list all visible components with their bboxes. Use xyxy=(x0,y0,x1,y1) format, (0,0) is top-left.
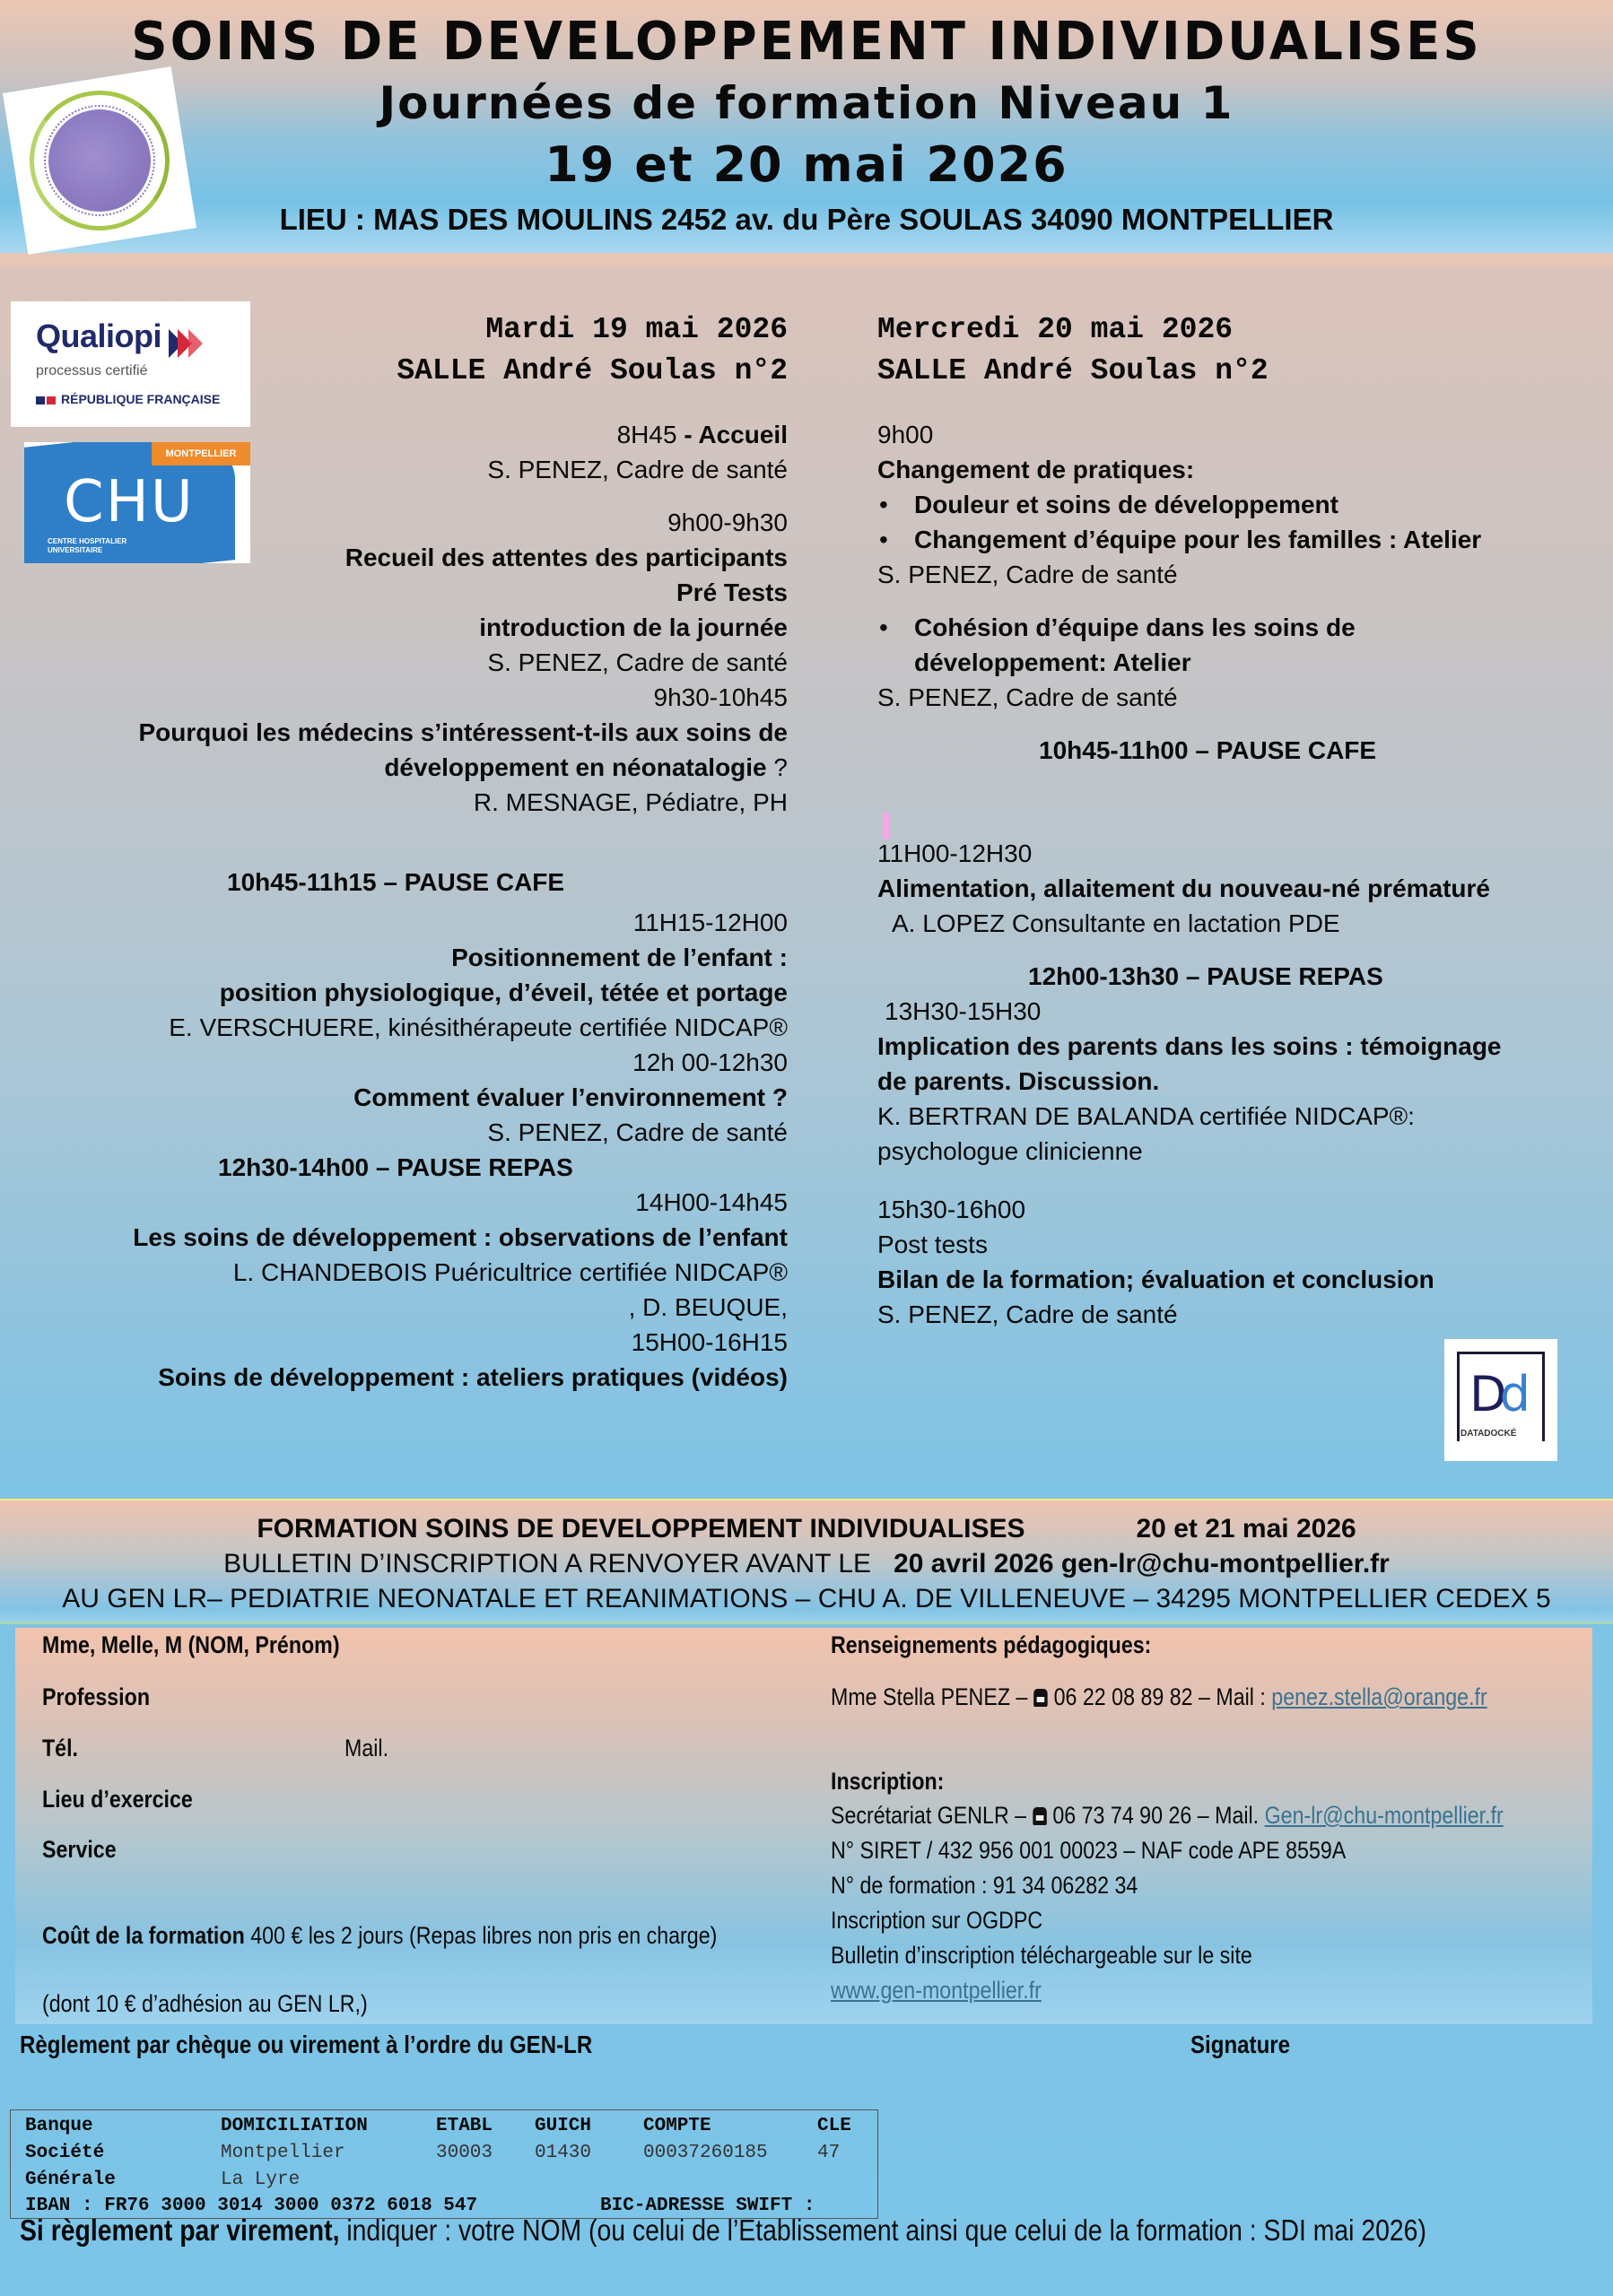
session-title: Les soins de développement : observations de l’enfant xyxy=(133,1223,788,1251)
day1-room: SALLE André Soulas n°2 xyxy=(397,354,788,387)
coffee-break: 10h45-11h15 – PAUSE CAFE xyxy=(227,868,565,896)
session-bullet-cont: développement: Atelier xyxy=(914,648,1191,676)
session-title: Alimentation, allaitement du nouveau-né prématuré xyxy=(877,874,1491,902)
datadock-letter-d: D xyxy=(1469,1366,1500,1422)
session-title xyxy=(54,750,788,785)
bank-details-table xyxy=(10,2109,878,2219)
bulletin-download-note: Bulletin d’inscription téléchargeable sur le site xyxy=(831,1942,1252,1969)
session-speaker: S. PENEZ, Cadre de santé xyxy=(487,648,788,676)
session-title: Changement de pratiques: xyxy=(877,456,1195,483)
tel-field-label[interactable]: Tél. xyxy=(42,1735,79,1761)
bank-header-cell: GUICH xyxy=(535,2116,592,2136)
signature-label[interactable]: Signature xyxy=(1190,2031,1291,2058)
bank-cell: 01430 xyxy=(535,2143,592,2163)
location-label: LIEU xyxy=(279,203,347,236)
bic-label: BIC-ADRESSE SWIFT : xyxy=(600,2196,815,2216)
profession-field-label[interactable]: Profession xyxy=(42,1683,151,1710)
session-title: Soins de développement : ateliers pratiques (vidéos) xyxy=(158,1363,788,1391)
coffee-break: 10h45-11h00 – PAUSE CAFE xyxy=(1039,736,1377,764)
formation-number: N° de formation : 91 34 06282 34 xyxy=(831,1872,1138,1899)
iban: IBAN : FR76 3000 3014 3000 0372 6018 547 xyxy=(25,2196,478,2216)
session-title: Accueil xyxy=(698,421,788,448)
republique-label: RÉPUBLIQUE FRANÇAISE xyxy=(61,391,221,406)
location-address: MAS DES MOULINS 2452 av. du Père SOULAS 34090 MONTPELLIER xyxy=(373,203,1334,236)
bank-cell: 47 xyxy=(817,2143,841,2163)
session-title: introduction de la journée xyxy=(479,613,788,641)
lunch-break: 12h00-13h30 – PAUSE REPAS xyxy=(1028,962,1383,990)
session-title: Pourquoi les médecins s’intéressent-t-ils aux soins de xyxy=(138,718,788,746)
bulletin-deadline-line xyxy=(0,1546,1613,1581)
website-link[interactable]: www.gen-montpellier.fr xyxy=(831,1977,1042,2004)
session-speaker: S. PENEZ, Cadre de santé xyxy=(877,1300,1178,1328)
datadock-label: DATADOCKÉ xyxy=(1460,1429,1517,1439)
bulletin-deadline-prefix: BULLETIN D’INSCRIPTION A RENVOYER AVANT LE xyxy=(223,1549,872,1578)
session-title: Bilan de la formation; évaluation et conclusion xyxy=(877,1265,1434,1293)
qualiopi-caption: processus certifié xyxy=(36,362,148,378)
bank-cell: 30003 xyxy=(436,2143,493,2163)
datadock-letters xyxy=(1469,1366,1523,1422)
bank-cell: Montpellier xyxy=(221,2143,345,2163)
session-title: Implication des parents dans les soins : témoignage xyxy=(877,1032,1502,1060)
session-speaker: psychologue clinicienne xyxy=(877,1137,1143,1165)
day2-room: SALLE André Soulas n°2 xyxy=(877,354,1269,387)
session-time: 14H00-14h45 xyxy=(635,1188,788,1216)
cost-line xyxy=(42,1922,717,1950)
bulletin-title-line xyxy=(0,1500,1613,1546)
pedagogic-phone: 06 22 08 89 82 – Mail : xyxy=(1053,1683,1272,1710)
separator: - xyxy=(676,421,699,448)
phone-icon xyxy=(1033,1689,1047,1707)
session-title: position physiologique, d’éveil, tétée et portage xyxy=(219,978,788,1006)
datadock-letter-small-d: d xyxy=(1499,1366,1523,1422)
phone-icon xyxy=(1033,1807,1046,1825)
session-bullet: • Douleur et soins de développement xyxy=(877,487,1586,522)
session-speaker: S. PENEZ, Cadre de santé xyxy=(487,456,788,483)
day1-session-welcome xyxy=(54,417,788,452)
session-speaker: R. MESNAGE, Pédiatre, PH xyxy=(473,788,788,816)
session-title: Pré Tests xyxy=(676,578,788,606)
session-time: 15H00-16H15 xyxy=(631,1328,788,1356)
session-time: 9h00-9h30 xyxy=(667,509,788,536)
chu-caption-1: CENTRE HOSPITALIER xyxy=(48,537,127,545)
session-time: 11H00-12H30 xyxy=(877,839,1033,867)
bank-header-cell: ETABL xyxy=(436,2116,493,2136)
session-speaker: S. PENEZ, Cadre de santé xyxy=(877,683,1178,711)
datadock-logo xyxy=(1444,1339,1557,1461)
session-bullet: • Changement d’équipe pour les familles : Atelier xyxy=(877,522,1586,557)
bulletin-title: FORMATION SOINS DE DEVELOPPEMENT INDIVIDUALISES xyxy=(257,1514,1025,1544)
registration-form xyxy=(15,1628,1592,2024)
session-speaker: K. BERTRAN DE BALANDA certifiée NIDCAP®: xyxy=(877,1102,1415,1130)
session-speaker: A. LOPEZ Consultante en lactation PDE xyxy=(892,909,1340,937)
bank-cell: 00037260185 xyxy=(643,2143,768,2163)
ogdpc-note: Inscription sur OGDPC xyxy=(831,1907,1043,1934)
pedagogic-email-link[interactable]: penez.stella@orange.fr xyxy=(1271,1683,1487,1710)
session-title: de parents. Discussion. xyxy=(877,1067,1160,1095)
transfer-instructions-text: indiquer : votre NOM (ou celui de l’Etablissement ainsi que celui de la formation : SDI mai 2026) xyxy=(339,2213,1426,2247)
bank-cell: La Lyre xyxy=(221,2170,301,2190)
adhesion-note: (dont 10 € d’adhésion au GEN LR,) xyxy=(42,1990,368,2017)
cost-label: Coût de la formation xyxy=(42,1922,245,1949)
day1-schedule xyxy=(54,309,788,1395)
session-time: 15h30-16h00 xyxy=(877,1196,1026,1223)
session-speaker: , D. BEUQUE, xyxy=(628,1293,788,1321)
session-speaker: S. PENEZ, Cadre de santé xyxy=(877,561,1178,588)
bank-header-cell: CLE xyxy=(817,2116,851,2136)
session-speaker: L. CHANDEBOIS Puéricultrice certifiée NIDCAP® xyxy=(232,1258,788,1286)
session-title-part: développement en néonatalogie xyxy=(384,753,767,781)
cost-value: 400 € les 2 jours (Repas libres non pris en charge) xyxy=(244,1922,718,1949)
session-title: Recueil des attentes des participants xyxy=(344,544,788,571)
session-bullet: • Cohésion d’équipe dans les soins de xyxy=(877,610,1586,645)
location-separator: : xyxy=(346,203,374,236)
bulletin-header xyxy=(0,1499,1613,1624)
qualiopi-name: Qualiopi xyxy=(36,317,161,354)
chu-name: CHU xyxy=(64,469,195,535)
day2-schedule xyxy=(877,309,1586,1332)
mail-field-label[interactable]: Mail. xyxy=(344,1735,389,1761)
bank-header-cell: DOMICILIATION xyxy=(221,2116,368,2136)
event-dates: 19 et 20 mai 2026 xyxy=(545,136,1068,193)
service-field-label[interactable]: Service xyxy=(42,1836,117,1863)
page-subtitle: Journées de formation Niveau 1 xyxy=(379,77,1234,129)
session-title: Comment évaluer l’environnement ? xyxy=(353,1083,788,1111)
bank-header-cell: COMPTE xyxy=(643,2116,711,2136)
flag-icon xyxy=(36,396,45,404)
secretariat-contact xyxy=(831,1802,1504,1830)
secretariat-phone: 06 73 74 90 26 – Mail. xyxy=(1052,1802,1265,1829)
session-time: 9h30-10h45 xyxy=(653,683,788,711)
header-divider xyxy=(0,253,1613,265)
day2-title: Mercredi 20 mai 2026 xyxy=(877,313,1234,346)
chu-caption-2: UNIVERSITAIRE xyxy=(48,546,103,554)
session-speaker: S. PENEZ, Cadre de santé xyxy=(487,1118,788,1146)
bulletin-address: AU GEN LR– PEDIATRIE NEONATALE ET REANIMATIONS – CHU A. DE VILLENEUVE – 34295 MONTPELLIER CEDEX 5 xyxy=(62,1584,1551,1613)
session-time: 12h 00-12h30 xyxy=(632,1048,788,1076)
event-location xyxy=(0,203,1613,237)
name-field-label[interactable]: Mme, Melle, M (NOM, Prénom) xyxy=(42,1631,340,1658)
session-title: Positionnement de l’enfant : xyxy=(451,944,788,971)
page-title: SOINS DE DEVELOPPEMENT INDIVIDUALISES xyxy=(131,11,1482,73)
pedagogic-name: Mme Stella PENEZ – xyxy=(831,1683,1028,1710)
pedagogic-title: Renseignements pédagogiques: xyxy=(831,1631,1152,1658)
session-time: 9h00 xyxy=(877,421,934,448)
bulletin-dates: 20 et 21 mai 2026 xyxy=(1136,1514,1356,1544)
inscription-title: Inscription: xyxy=(831,1768,945,1795)
bulletin-deadline: 20 avril 2026 gen-lr@chu-montpellier.fr xyxy=(894,1549,1390,1578)
secretariat-name: Secrétariat GENLR – xyxy=(831,1802,1027,1829)
transfer-instructions xyxy=(20,2213,1426,2248)
session-speaker: E. VERSCHUERE, kinésithérapeute certifiée NIDCAP® xyxy=(169,1013,788,1041)
day1-title: Mardi 19 mai 2026 xyxy=(485,313,788,346)
question-mark: ? xyxy=(766,753,788,781)
session-title: Post tests xyxy=(877,1231,988,1258)
bank-header-cell: Banque xyxy=(25,2116,93,2136)
pink-marker xyxy=(883,813,889,839)
session-time: 8H45 xyxy=(616,421,677,448)
transfer-instructions-bold: Si règlement par virement, xyxy=(20,2213,340,2247)
bank-cell: Société xyxy=(25,2143,105,2163)
bank-cell: Générale xyxy=(25,2170,116,2190)
lieu-field-label[interactable]: Lieu d’exercice xyxy=(42,1786,193,1813)
lunch-break: 12h30-14h00 – PAUSE REPAS xyxy=(218,1153,573,1181)
payment-order-note: Règlement par chèque ou virement à l’ordre du GEN-LR xyxy=(20,2031,593,2058)
session-time: 13H30-15H30 xyxy=(885,997,1042,1025)
pedagogic-contact xyxy=(831,1683,1487,1711)
secretariat-email-link[interactable]: Gen-lr@chu-montpellier.fr xyxy=(1264,1802,1504,1829)
chu-tag: MONTPELLIER xyxy=(152,442,250,465)
session-time: 11H15-12H00 xyxy=(632,909,788,936)
siret: N° SIRET / 432 956 001 00023 – NAF code APE 8559A xyxy=(831,1837,1347,1864)
